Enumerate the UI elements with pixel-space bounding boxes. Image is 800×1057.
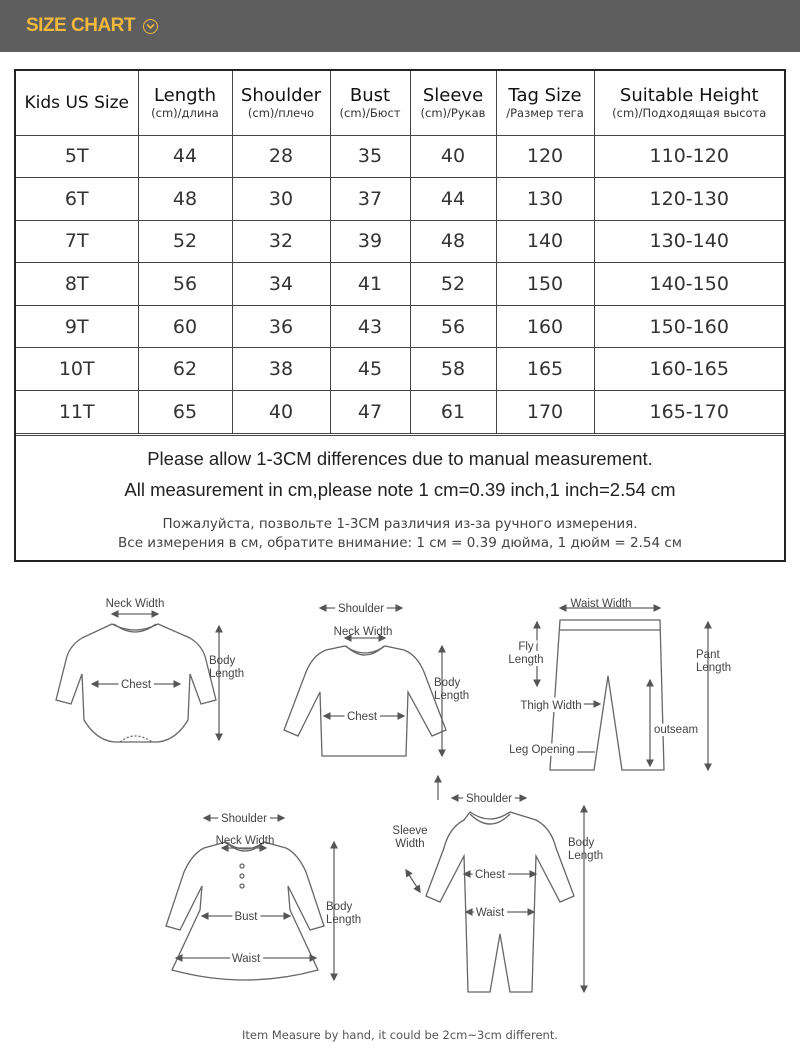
value-cell: 170	[496, 391, 594, 434]
value-cell: 120	[496, 135, 594, 178]
table-row	[16, 391, 784, 434]
shirt-body-length-label-1: Body	[434, 677, 461, 689]
table-row	[16, 263, 784, 306]
dress-shoulder-label: Shoulder	[220, 813, 268, 825]
table-row	[16, 305, 784, 348]
pants-waist-width-label: Waist Width	[570, 598, 632, 610]
dress-waist-label: Waist	[231, 953, 261, 965]
romper-body-length-label-1: Body	[568, 837, 595, 849]
value-cell: 165-170	[594, 391, 784, 434]
value-cell: 60	[138, 305, 232, 348]
table-header-row	[16, 71, 784, 135]
pants-pant-length-label-2: Length	[696, 662, 732, 674]
value-cell: 40	[232, 391, 330, 434]
dress-body-length-label-1: Body	[326, 901, 353, 913]
size-cell: 11T	[16, 391, 138, 434]
size-cell: 9T	[16, 305, 138, 348]
value-cell: 30	[232, 178, 330, 221]
size-chart-box	[14, 69, 786, 562]
footer-note: Item Measure by hand, it could be 2cm~3cm different.	[241, 1028, 559, 1042]
table-row	[16, 178, 784, 221]
bodysuit-illustration	[56, 614, 219, 742]
value-cell: 61	[410, 391, 496, 434]
table-row	[16, 348, 784, 391]
romper-chest-label: Chest	[474, 869, 506, 881]
value-cell: 52	[410, 263, 496, 306]
dress-body-length-label-2: Length	[326, 914, 362, 926]
pants-pant-length-label-1: Pant	[696, 649, 720, 661]
value-cell: 140-150	[594, 263, 784, 306]
romper-waist-label: Waist	[475, 907, 505, 919]
note-unit-conversion: All measurement in cm,please note 1 cm=0.39 inch,1 inch=2.54 cm	[124, 479, 676, 500]
value-cell: 32	[232, 220, 330, 263]
value-cell: 39	[330, 220, 410, 263]
value-cell: 165	[496, 348, 594, 391]
value-cell: 48	[410, 220, 496, 263]
note-manual-measurement-ru: Пожалуйста, позвольте 1-3CM различия из-за ручного измерения.	[162, 516, 638, 532]
value-cell: 160-165	[594, 348, 784, 391]
value-cell: 56	[138, 263, 232, 306]
value-cell: 43	[330, 305, 410, 348]
size-cell: 7T	[16, 220, 138, 263]
size-table	[16, 71, 784, 434]
table-row	[16, 220, 784, 263]
shirt-body-length-label-2: Length	[434, 690, 470, 702]
pants-outseam-label: outseam	[653, 724, 699, 736]
value-cell: 40	[410, 135, 496, 178]
value-cell: 150-160	[594, 305, 784, 348]
bodysuit-body-length-label-1: Body	[209, 655, 236, 667]
value-cell: 52	[138, 220, 232, 263]
value-cell: 120-130	[594, 178, 784, 221]
column-header: Kids US Size	[16, 71, 138, 135]
value-cell: 150	[496, 263, 594, 306]
value-cell: 58	[410, 348, 496, 391]
note-unit-conversion-ru: Все измерения в см, обратите внимание: 1 см = 0.39 дюйма, 1 дюйм = 2.54 см	[118, 535, 682, 551]
value-cell: 110-120	[594, 135, 784, 178]
value-cell: 62	[138, 348, 232, 391]
value-cell: 36	[232, 305, 330, 348]
value-cell: 48	[138, 178, 232, 221]
bodysuit-neck-width-label: Neck Width	[105, 598, 165, 610]
value-cell: 41	[330, 263, 410, 306]
pants-fly-length-label-1: Fly	[518, 641, 534, 653]
value-cell: 47	[330, 391, 410, 434]
column-header: Length (cm)/длина	[138, 71, 232, 135]
value-cell: 130	[496, 178, 594, 221]
garment-illustrations	[0, 580, 800, 1020]
value-cell: 44	[138, 135, 232, 178]
column-header: Suitable Height (cm)/Подходящая высота	[594, 71, 784, 135]
romper-sleeve-width-label-2: Width	[395, 838, 425, 850]
column-header: Sleeve (cm)/Рукав	[410, 71, 496, 135]
size-cell: 6T	[16, 178, 138, 221]
measurement-notes	[16, 435, 784, 562]
measurement-diagrams	[0, 580, 800, 1020]
size-cell: 5T	[16, 135, 138, 178]
value-cell: 44	[410, 178, 496, 221]
banner-title: SIZE CHART	[26, 15, 135, 36]
shirt-neck-width-label: Neck Width	[333, 626, 393, 638]
romper-illustration	[406, 776, 584, 992]
dress-bust-label: Bust	[234, 911, 258, 923]
shirt-shoulder-label: Shoulder	[337, 603, 385, 615]
table-row	[16, 135, 784, 178]
value-cell: 140	[496, 220, 594, 263]
value-cell: 35	[330, 135, 410, 178]
romper-shoulder-label: Shoulder	[465, 793, 513, 805]
column-header: Shoulder (cm)/плечо	[232, 71, 330, 135]
value-cell: 28	[232, 135, 330, 178]
value-cell: 34	[232, 263, 330, 306]
value-cell: 37	[330, 178, 410, 221]
pants-fly-length-label-2: Length	[508, 654, 544, 666]
value-cell: 130-140	[594, 220, 784, 263]
pants-thigh-width-label: Thigh Width	[520, 700, 582, 712]
size-cell: 10T	[16, 348, 138, 391]
bodysuit-chest-label: Chest	[120, 679, 152, 691]
column-header: Bust (cm)/Бюст	[330, 71, 410, 135]
column-header: Tag Size /Размер тега	[496, 71, 594, 135]
value-cell: 38	[232, 348, 330, 391]
dress-neck-width-label: Neck Width	[215, 835, 275, 847]
value-cell: 45	[330, 348, 410, 391]
size-chart-banner	[0, 0, 800, 52]
romper-body-length-label-2: Length	[568, 850, 604, 862]
romper-sleeve-width-label-1: Sleeve	[392, 825, 428, 837]
size-cell: 8T	[16, 263, 138, 306]
pants-leg-opening-label: Leg Opening	[509, 744, 575, 756]
note-manual-measurement: Please allow 1-3CM differences due to manual measurement.	[147, 448, 653, 469]
value-cell: 65	[138, 391, 232, 434]
chevron-down-icon	[143, 19, 158, 34]
shirt-chest-label: Chest	[346, 711, 378, 723]
value-cell: 160	[496, 305, 594, 348]
bodysuit-body-length-label-2: Length	[209, 668, 245, 680]
value-cell: 56	[410, 305, 496, 348]
